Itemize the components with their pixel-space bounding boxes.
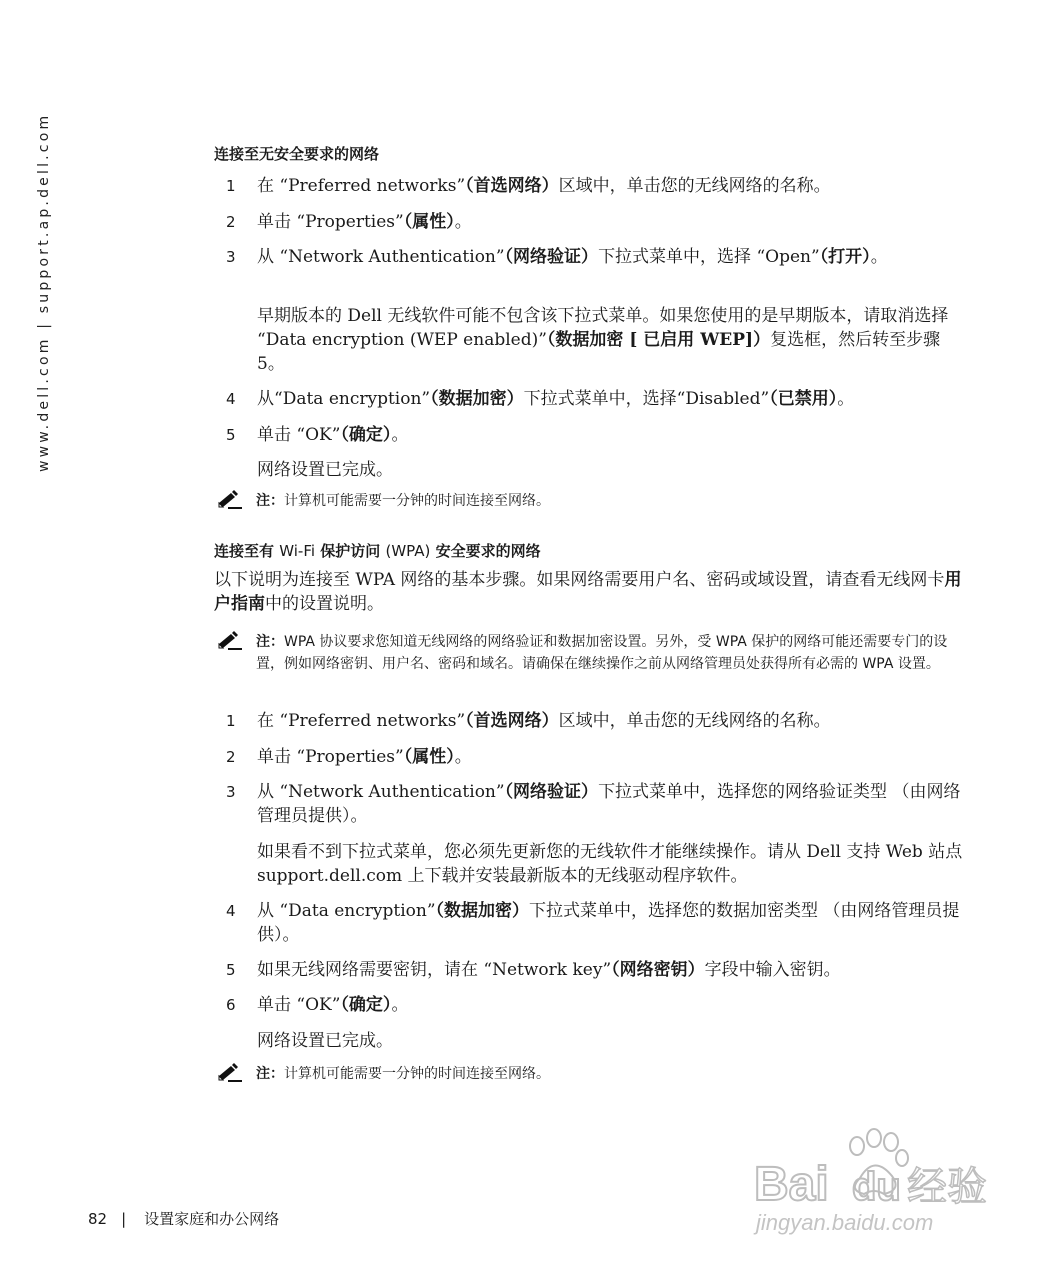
step-text: 如果无线网络需要密钥，请在 “Network key” [257, 960, 612, 980]
step-bold: （打开） [819, 247, 871, 267]
step-bold: （首选网络） [465, 176, 559, 196]
step-text: 。 [391, 425, 409, 445]
note-label: 注： [256, 493, 284, 509]
s2-step3-detail: 如果看不到下拉式菜单，您必须先更新您的无线软件才能继续操作。请从 Dell 支持 Web 站点 support.dell.com 上下载并安装最新版本的无线驱动程序软件。 [257, 842, 963, 886]
para-text: 早期版本的 Dell 无线软件可能不包含该下拉式菜单。如果您使用的是早期版本，请取消选择 “Data encryption (WEP enabled)” [257, 306, 949, 350]
step-text: 从 “Network Authentication” [257, 782, 505, 802]
step-number: 3 [226, 783, 236, 801]
step-bold: （网络验证） [504, 782, 599, 802]
s1-step-2 [226, 210, 966, 234]
heading-part: 连接至有 [214, 542, 280, 560]
pencil-note-icon [216, 490, 244, 510]
watermark-brand: du [852, 1165, 901, 1209]
para-text: 中的设置说明。 [265, 594, 384, 614]
page-number: 82 [88, 1210, 108, 1228]
s2-step-2 [226, 745, 966, 769]
watermark-brand: Bai [754, 1158, 829, 1211]
step-text: 单击 “OK” [257, 425, 341, 445]
note-label: 注： [256, 634, 284, 650]
step-bold: （属性） [403, 747, 455, 767]
step-text: 区域中，单击您的无线网络的名称。 [558, 711, 831, 731]
watermark-url: jingyan.baidu.com [756, 1210, 934, 1235]
step-text: 区域中，单击您的无线网络的名称。 [558, 176, 831, 196]
step-number: 5 [226, 426, 236, 444]
step-text: 在 “Preferred networks” [257, 711, 466, 731]
section1-heading: 连接至无安全要求的网络 [214, 145, 380, 163]
paw-toe [867, 1129, 881, 1147]
heading-part: (WPA) [385, 542, 431, 560]
step-number: 1 [226, 177, 236, 195]
pencil-note-icon [216, 631, 244, 651]
s2-note-1 [216, 631, 966, 675]
s1-step-3 [226, 245, 966, 269]
s1-step-1 [226, 174, 966, 198]
step-number: 3 [226, 248, 236, 266]
note-text: 计算机可能需要一分钟的时间连接至网络。 [284, 493, 550, 509]
paw-toe [884, 1133, 898, 1151]
step-bold: （数据加密） [430, 389, 524, 409]
step-number: 2 [226, 748, 236, 766]
step-bold: （已禁用） [769, 389, 838, 409]
step-text: 从 “Network Authentication” [257, 247, 505, 267]
step-number: 4 [226, 902, 236, 920]
step-text: 。 [454, 747, 472, 767]
step-number: 5 [226, 961, 236, 979]
s1-note [216, 490, 966, 512]
s2-step-4 [226, 899, 966, 947]
baidu-jingyan-watermark [752, 1118, 1002, 1248]
s2-step-1 [226, 709, 966, 733]
para-text: 以下说明为连接至 WPA 网络的基本步骤。如果网络需要用户名、密码或域设置，请查看无线网卡 [214, 570, 945, 590]
heading-part: 安全要求的网络 [430, 542, 541, 560]
page-footer [88, 1208, 279, 1229]
pencil-note-icon [216, 1063, 244, 1083]
heading-part: Wi-Fi [279, 542, 316, 560]
step-bold: （确定） [340, 995, 392, 1015]
footer-separator: | [121, 1210, 127, 1228]
step-text: 单击 “OK” [257, 995, 341, 1015]
s2-done: 网络设置已完成。 [257, 1031, 393, 1051]
watermark-brand-cn: 经验 [907, 1164, 987, 1210]
para-bold: 用户指南 [214, 570, 962, 614]
step-text: 在 “Preferred networks” [257, 176, 466, 196]
paw-toe [850, 1137, 864, 1155]
step-text: 单击 “Properties” [257, 747, 404, 767]
s1-step3-detail [257, 304, 967, 376]
note-text: WPA 协议要求您知道无线网络的网络验证和数据加密设置。另外，受 WPA 保护的网络可能还需要专门的设置，例如网络密钥、用户名、密码和域名。请确保在继续操作之前从网络管理员处获得所有必需的 WPA 设置。 [256, 634, 948, 672]
footer-title: 设置家庭和办公网络 [144, 1210, 280, 1228]
step-number: 4 [226, 390, 236, 408]
s1-done: 网络设置已完成。 [257, 460, 393, 480]
s2-step-6 [226, 993, 966, 1017]
s2-step-3 [226, 780, 966, 828]
step-bold: （首选网络） [465, 711, 559, 731]
note-text: 计算机可能需要一分钟的时间连接至网络。 [284, 1066, 550, 1082]
step-text: 。 [870, 247, 888, 267]
section2-heading [214, 540, 541, 561]
note-label: 注： [256, 1066, 284, 1082]
step-text: 字段中输入密钥。 [704, 960, 841, 980]
s2-note-2 [216, 1063, 966, 1085]
step-bold: （网络验证） [504, 247, 599, 267]
step-text: 。 [837, 389, 855, 409]
heading-part: 保护访问 [315, 542, 386, 560]
step-bold: （确定） [340, 425, 392, 445]
step-text: 。 [454, 212, 472, 232]
s1-step-4 [226, 387, 966, 411]
para-bold: （数据加密 [ 已启用 WEP]） [546, 330, 771, 350]
step-bold: （数据加密） [435, 901, 530, 921]
step-text: 下拉式菜单中，选择您的网络验证类型 （由网络管理员提供）。 [257, 782, 961, 826]
side-url: www.dell.com | support.ap.dell.com [36, 112, 52, 472]
s2-step-5 [226, 958, 966, 982]
step-text: 从 “Data encryption” [257, 901, 436, 921]
s1-step-5 [226, 423, 966, 447]
para-text: 复选框，然后转至步骤 5。 [257, 330, 941, 374]
step-number: 6 [226, 996, 236, 1014]
step-number: 2 [226, 213, 236, 231]
step-text: 下拉式菜单中，选择“Disabled” [523, 389, 770, 409]
step-text: 单击 “Properties” [257, 212, 404, 232]
step-text: 下拉式菜单中，选择 “Open” [598, 247, 820, 267]
step-text: 下拉式菜单中，选择您的数据加密类型 （由网络管理员提供）。 [257, 901, 960, 945]
s2-intro [214, 568, 966, 616]
step-number: 1 [226, 712, 236, 730]
step-text: 。 [391, 995, 409, 1015]
step-bold: （网络密钥） [611, 960, 705, 980]
step-text: 从“Data encryption” [257, 389, 431, 409]
step-bold: （属性） [403, 212, 455, 232]
